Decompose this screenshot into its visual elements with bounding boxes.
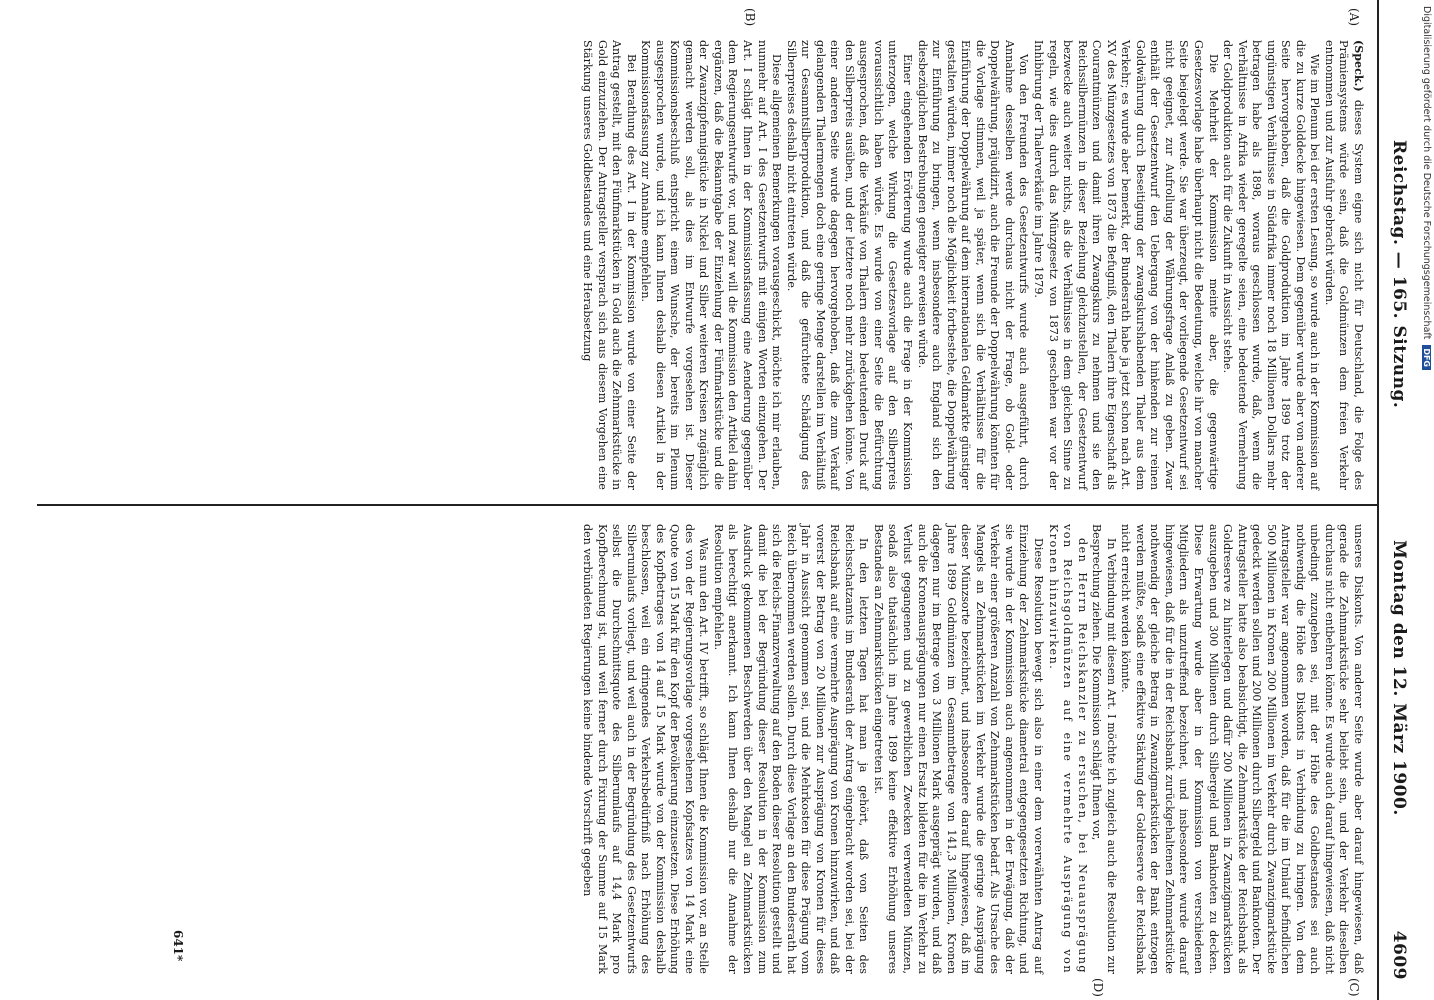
digitization-credit — [1420, 6, 1432, 996]
right-paragraph: In den letzten Tagen hat man ja gehört, daß von Seiten des Reichsschatzamts im Bundesrath der Antrag eingebracht worden sei, bei der Reichsbank auf eine vermehrte Ausprägung von Kronen hinzuwirken, und daß vorerst der Betrag von 20 Millionen zur Ausprägung von Kronen für dieses Jahr in Aussicht genommen sei, und die Mehrkosten für diese Prägung vom Reich übernommen werden sollen. Durch diese Vorlage an den Bundesrath hat sich die Reichs-Finanzverwaltung auf den Boden dieser Resolution gestellt und damit die bei der Begründung dieser Resolution in der Kommission zum Ausdruck gekommenen Beschwerden über den Mangel an Zehnmarkstücken als berechtigt anerkannt. Ich kann Ihnen deshalb nur die Annahme der Resolution empfehlen. — [711, 524, 871, 974]
column-divider — [37, 504, 1379, 506]
resolution-quote: den Herrn Reichskanzler zu ersuchen, bei Neuausprägung von Reichsgoldmünzen auf eine vermehrte Ausprägung von Kronen hinzuwirken. — [1046, 524, 1089, 974]
header-rule — [1377, 0, 1379, 1000]
header-date: Montag den 12. März 1900. — [1389, 540, 1409, 816]
left-paragraph: Bei Berathung des Art. I in der Kommission wurde von einer Seite der Antrag gestellt, mit den Fünfmarkstücken in Gold auch die Zehnmarkstücke in Gold einzuziehen. Der Antragsteller versprach sich aus diesem Vorgehen eine Stärkung unseres Goldbestandes und eine Herabsetzung — [581, 40, 638, 490]
right-text-column — [579, 524, 1365, 974]
left-paragraph: Einer eingehenden Erörterung wurde auch die Frage in der Kommission unterzogen, welche Wirkung die Gesetzesvorlage auf den Silberpreis voraussichtlich haben würde. Es wurde von einer Seite die Befürchtung ausgesprochen, daß die Verkäufe von Thalern einen bedeutenden Druck auf den Silberpreis ausüben, und der letztere noch mehr zurückgehen könne. Von einer anderen Seite wurde dagegen hervorgehoben, daß die zum Verkauf gelangenden Thalermengen doch eine geringe Menge darstellen im Verhältniß zur Gesammtsilberproduktion, und daß die gefürchtete Schädigung des Silberpreises deshalb nicht eintreten würde. — [784, 40, 915, 490]
left-paragraph: Die Mehrheit der Kommission meinte aber, die gegenwärtige Gesetzesvorlage habe überhaupt nicht die Bedeutung, welche ihr von mancher Seite beigelegt werde. Sie war überzeugt, der vorliegende Gesetzentwurf sei nicht geeignet, zur Aufrollung der Währungsfrage Anlaß zu geben. Zwar enthält der Gesetzentwurf den Uebergang von der hinkenden zur reinen Goldwährung durch Beseitigung der zwangskurshabenden Thaler aus dem Verkehr; es wurde aber bemerkt, der Bundesrath habe ja jetzt schon nach Art. XV des Münzgesetzes von 1873 die Befugniß, den Thalern ihre Eigenschaft als Courantmünzen und damit ihren Zwangskurs zu nehmen und sie den Reichssilbermünzen in dieser Beziehung gleichzustellen, der Gesetzentwurf bezwecke auch weiter nichts, als die Verhältnisse in dem gleichen Sinne zu regeln, wie dies durch das Münzgesetz von 1873 geschehen war vor der Inhibirung der Thalerverkäufe im Jahre 1879. — [1031, 40, 1220, 490]
left-text-column — [579, 40, 1365, 490]
margin-marker-d: (D) — [1091, 978, 1105, 997]
right-paragraph: unseres Diskonts. Von anderer Seite wurde aber darauf hingewiesen, daß gerade die Zehnmarkstücke sehr beliebt sein, und der Verkehr dieselben durchaus nicht entbehren könne. Es wurde auch darauf hingewiesen, daß nicht unbedingt zuzugeben sei, mit der Höhe des Goldbestandes sei auch nothwendig die Höhe des Diskonts in Verbindung zu bringen. Von dem Antragsteller war angenommen worden, daß für die im Umlauf befindlichen 500 Millionen in Kronen 200 Millionen im Verkehr durch Zwanzigmarkstücke gedeckt werden sollen und 200 Millionen durch Silbergeld und Banknoten. Der Antragsteller hatte also beabsichtigt, die Zehnmarkstücke der Reichsbank als Goldreserve zu hinterlegen und dafür 200 Millionen in Zwanzigmarkstücken auszugeben und 300 Millionen durch Silbergeld und Banknoten zu decken. Diese Erwartung wurde aber in der Kommission von verschiedenen Mitgliedern als unzutreffend bezeichnet, und insbesondere wurde darauf hingewiesen, daß für die in der Reichsbank zurückgehaltenen Zehnmarkstücke nothwendig der gleiche Betrag in Zwanzigmarkstücken der Bank entzogen werden müßte, sodaß eine effektive Stärkung der Goldreserve der Reichsbank nicht erreicht werden könnte. — [1119, 524, 1365, 974]
left-paragraph: Diese allgemeinen Bemerkungen vorausgeschickt, möchte ich mir erlauben, nunmehr auf Art. I des Gesetzentwurfs mit einigen Worten einzugehen. Der Art. I schlägt Ihnen in der Kommissionsfassung eine Aenderung gegenüber dem Regierungsentwurfe vor, und zwar will die Kommission den Artikel dahin ergänzen, daß die Bekanntgabe der Einziehung der Fünfmarkstücke und die der Zwanzigpfennigstücke in Nickel und Silber weiteren Kreisen zugänglich gemacht werden soll, als dies im Entwurfe vorgesehen ist. Dieser Kommissionsbeschluß entspricht einem Wunsche, der bereits im Plenum ausgesprochen wurde, und ich kann Ihnen deshalb diesen Artikel in der Kommissionsfassung zur Annahme empfehlen. — [639, 40, 784, 490]
header-left-title: Reichstag. — 165. Sitzung. — [1389, 140, 1409, 409]
rotated-newspaper-page — [17, 0, 1417, 1000]
left-paragraph: (Speck.) dieses System eigne sich nicht für Deutschland, die Folge des Prämiensystems würde sein, daß die Goldmünzen dem freien Verkehr entnommen und zur Ausfuhr gebracht würden. — [1322, 40, 1365, 491]
left-paragraph: Von den Freunden des Gesetzentwurfs wurde auch ausgeführt, durch Annahme desselben werde durchaus nicht der Frage, ob Gold- oder Doppelwährung, präjudizirt, auch die Freunde der Doppelwährung könnten für die Vorlage stimmen, weil ja später, wenn sich die Verhältnisse für die Einführung der Doppelwährung auf dem internationalen Geldmarkte günstiger gestalten würden, immer noch die Möglichkeit fortbestehe, die Doppelwährung zur Einführung zu bringen, wenn insbesondere auch England sich den diesbezüglichen Bestrebungen geneigter erweisen würde. — [915, 40, 1031, 490]
margin-marker-b: (B) — [743, 8, 757, 27]
signature-mark: 641* — [171, 930, 185, 962]
speaker-label: (Speck.) — [1352, 40, 1365, 92]
right-paragraph: Diese Resolution bewegt sich also in einer dem vorerwähnten Antrag auf Einziehung der Zehnmarkstücke diametral entgegengesetzten Richtung, und sie wurde in der Kommission auch angenommen in der Erwägung, daß der Verkehr einer größeren Anzahl von Zehnmarkstücken bedarf. Als Ursache des Mangels an Zehnmarkstücken im Verkehr wurde die geringe Ausprägung dieser Münzsorte bezeichnet, und insbesondere darauf hingewiesen, daß im Jahre 1899 Goldmünzen im Gesammtbetrage von 141,3 Millionen, Kronen dagegen nur im Betrage von 3 Millionen Mark ausgeprägt wurden, und daß auch die Kronenausprägungen nur einen Ersatz bildeten für die im Verkehr zu Verlust gegangenen und zu gewerblichen Zwecken verwendeten Münzen, sodaß also thatsächlich im Jahre 1899 keine effektive Erhöhung unseres Bestandes an Zehnmarkstücken eingetreten ist. — [871, 524, 1045, 974]
margin-marker-a: (A) — [1347, 8, 1361, 27]
page-number: 4609 — [1389, 930, 1409, 980]
right-paragraph: Was nun den Art. IV betrifft, so schlägt Ihnen die Kommission vor, an Stelle des von der Regierungsvorlage vorgesehenen Kopfsatzes von 14 Mark eine Quote von 15 Mark für den Kopf der Bevölkerung einzusetzen. Diese Erhöhung des Kopfbetrages von 14 auf 15 Mark wurde von der Kommission deshalb beschlossen, weil ein dringendes Verkehrsbedürfniß nach Erhöhung des Silberumlaufs vorliegt, und weil auch in der Begründung des Gesetzentwurfs selbst die Durchschnittsquote des Silberumlaufs auf 14,4 Mark pro Kopfberechnung ist, und weil ferner durch Fixirung der Summe auf 15 Mark den verbündeten Regierungen keine bindende Vorschrift gegeben — [581, 524, 711, 974]
credit-text: Digitalisierung gefördert durch die Deutsche Forschungsgemeinschaft — [1421, 6, 1432, 340]
left-paragraph: Wie im Plenum bei der ersten Lesung, so wurde auch in der Kommission auf die zu kurze Golddecke hingewiesen. Dem gegenüber wurde aber von anderer Seite hervorgehoben, daß die Goldproduktion im Jahre 1899 trotz der ungünstigen Verhältnisse in Südafrika immer noch 18 Millionen Dollars mehr betragen habe als 1898, woraus geschlossen wurde, daß, wenn die Verhältnisse in Afrika wieder geregelte seien, eine bedeutende Vermehrung der Goldproduktion auch für die Zukunft in Aussicht stehe. — [1221, 40, 1322, 490]
dfg-logo-icon: DFG — [1422, 345, 1431, 370]
margin-marker-c: (C) — [1347, 978, 1361, 997]
right-paragraph: In Verbindung mit diesem Art. I möchte ich zugleich auch die Resolution zur Besprechung ziehen. Die Kommission schlägt Ihnen vor, — [1090, 524, 1118, 974]
